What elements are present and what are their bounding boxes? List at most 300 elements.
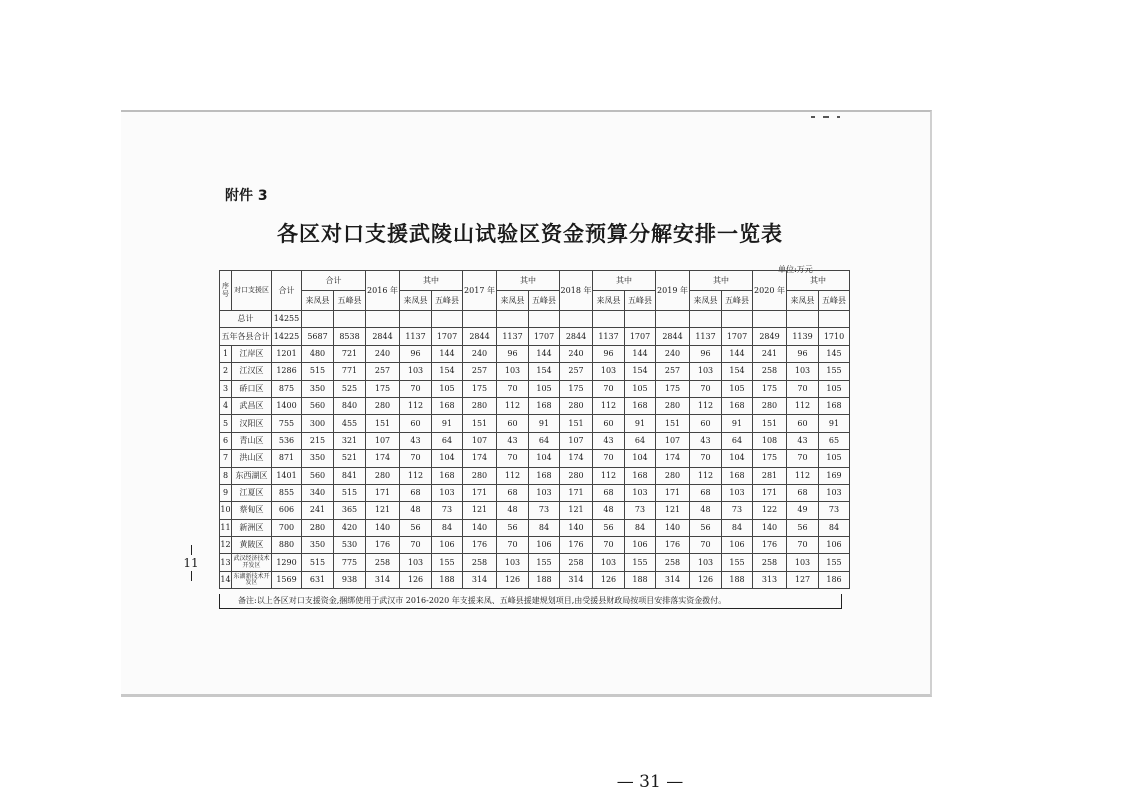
table-cell: 103 [690, 554, 722, 571]
table-cell: 258 [463, 554, 497, 571]
table-cell: 168 [722, 467, 753, 484]
header-year-2016: 2016 年 [366, 271, 400, 311]
table-cell: 104 [529, 450, 560, 467]
table-cell: 174 [463, 450, 497, 467]
table-cell: 175 [753, 380, 787, 397]
unit-label: 单位:万元 [778, 265, 813, 274]
table-cell: 91 [722, 415, 753, 432]
table-cell: 140 [463, 519, 497, 536]
table-cell: 174 [656, 450, 690, 467]
table-cell: 107 [560, 432, 593, 449]
table-row [220, 519, 850, 536]
table-cell: 84 [722, 519, 753, 536]
table-cell: 48 [497, 502, 529, 519]
table-cell: 515 [302, 554, 334, 571]
table-row [220, 432, 850, 449]
table-cell: 103 [432, 484, 463, 501]
table-cell: 257 [560, 363, 593, 380]
table-cell: 126 [690, 571, 722, 588]
table-cell: 84 [819, 519, 850, 536]
budget-table-body [220, 311, 850, 589]
table-note: 备注:以上各区对口支援资金,捆绑使用于武汉市 2016-2020 年支援来凤、五峰县援建规划项目,由受援县财政局按项目安排落实资金拨付。 [219, 594, 842, 609]
row-seq: 11 [220, 519, 232, 536]
table-cell: 112 [497, 397, 529, 414]
row-seq: 14 [220, 571, 232, 588]
table-cell: 112 [593, 467, 625, 484]
table-cell: 68 [593, 484, 625, 501]
table-cell: 103 [787, 363, 819, 380]
table-cell: 938 [334, 571, 366, 588]
page-number: — 31 — [616, 772, 684, 792]
table-cell: 1201 [272, 345, 302, 362]
table-cell: 96 [400, 345, 432, 362]
table-cell: 126 [400, 571, 432, 588]
table-cell: 1400 [272, 397, 302, 414]
budget-table [219, 270, 850, 589]
table-cell: 155 [529, 554, 560, 571]
table-cell: 168 [529, 397, 560, 414]
table-cell: 515 [334, 484, 366, 501]
table-cell: 68 [690, 484, 722, 501]
table-cell: 875 [272, 380, 302, 397]
table-cell: 70 [787, 537, 819, 554]
table-cell: 280 [463, 397, 497, 414]
table-cell: 313 [753, 571, 787, 588]
header-subtotal: 合计 [302, 271, 366, 291]
table-cell: 105 [819, 450, 850, 467]
header-district: 对口支援区 [232, 271, 272, 311]
header-seq: 序号 [220, 271, 232, 311]
table-cell: 1401 [272, 467, 302, 484]
table-cell: 68 [497, 484, 529, 501]
table-cell: 188 [529, 571, 560, 588]
table-cell: 350 [302, 537, 334, 554]
table-row [220, 484, 850, 501]
table-row [220, 415, 850, 432]
grand-total-row [220, 311, 850, 328]
row-district: 武昌区 [232, 397, 272, 414]
row-seq: 2 [220, 363, 232, 380]
table-cell: 64 [722, 432, 753, 449]
table-cell: 840 [334, 397, 366, 414]
table-cell: 2844 [463, 328, 497, 345]
header-of-which: 其中 [400, 271, 463, 291]
table-cell: 144 [722, 345, 753, 362]
table-cell: 257 [656, 363, 690, 380]
table-cell: 70 [400, 380, 432, 397]
table-cell: 755 [272, 415, 302, 432]
table-cell: 103 [787, 554, 819, 571]
header-laifeng: 来凤县 [787, 291, 819, 311]
table-cell: 154 [432, 363, 463, 380]
table-cell: 106 [432, 537, 463, 554]
table-cell: 43 [497, 432, 529, 449]
table-cell: 70 [400, 537, 432, 554]
table-cell: 70 [497, 380, 529, 397]
header-total: 合计 [272, 271, 302, 311]
table-cell: 144 [529, 345, 560, 362]
table-cell: 174 [366, 450, 400, 467]
table-cell: 420 [334, 519, 366, 536]
header-wufeng: 五峰县 [432, 291, 463, 311]
table-cell: 105 [432, 380, 463, 397]
table-cell: 280 [366, 467, 400, 484]
table-cell: 112 [497, 467, 529, 484]
table-cell: 126 [593, 571, 625, 588]
header-year-2018: 2018 年 [560, 271, 593, 311]
table-cell: 73 [722, 502, 753, 519]
grand-total-value: 14255 [272, 311, 302, 328]
table-cell: 1710 [819, 328, 850, 345]
table-cell: 350 [302, 380, 334, 397]
table-cell: 258 [366, 554, 400, 571]
table-cell: 151 [463, 415, 497, 432]
table-cell: 300 [302, 415, 334, 432]
table-cell: 103 [497, 363, 529, 380]
table-cell: 258 [753, 554, 787, 571]
table-cell: 154 [529, 363, 560, 380]
table-cell: 106 [819, 537, 850, 554]
row-seq: 1 [220, 345, 232, 362]
table-cell: 112 [690, 467, 722, 484]
table-cell: 91 [625, 415, 656, 432]
table-cell: 112 [787, 467, 819, 484]
table-cell: 1137 [690, 328, 722, 345]
scan-marks [811, 114, 851, 120]
table-row [220, 467, 850, 484]
document-title: 各区对口支援武陵山试验区资金预算分解安排一览表 [277, 222, 783, 246]
table-cell: 105 [529, 380, 560, 397]
table-cell: 103 [400, 554, 432, 571]
table-cell: 60 [787, 415, 819, 432]
table-cell: 56 [497, 519, 529, 536]
table-cell: 2849 [753, 328, 787, 345]
table-cell: 43 [593, 432, 625, 449]
table-cell: 73 [625, 502, 656, 519]
table-cell: 530 [334, 537, 366, 554]
table-cell: 105 [819, 380, 850, 397]
table-cell: 241 [302, 502, 334, 519]
table-cell: 155 [819, 363, 850, 380]
table-cell: 64 [432, 432, 463, 449]
table-cell: 606 [272, 502, 302, 519]
table-cell: 70 [690, 450, 722, 467]
table-cell: 103 [690, 363, 722, 380]
table-cell: 515 [302, 363, 334, 380]
header-laifeng: 来凤县 [497, 291, 529, 311]
table-cell: 281 [753, 467, 787, 484]
table-cell: 240 [656, 345, 690, 362]
row-seq: 3 [220, 380, 232, 397]
table-cell: 107 [656, 432, 690, 449]
table-cell: 174 [560, 450, 593, 467]
table-cell: 127 [787, 571, 819, 588]
table-cell: 43 [400, 432, 432, 449]
table-cell: 340 [302, 484, 334, 501]
table-cell: 126 [497, 571, 529, 588]
table-cell: 280 [463, 467, 497, 484]
table-cell: 280 [753, 397, 787, 414]
row-seq: 10 [220, 502, 232, 519]
table-cell: 171 [463, 484, 497, 501]
table-cell: 176 [463, 537, 497, 554]
table-cell: 112 [400, 467, 432, 484]
row-district: 黄陂区 [232, 537, 272, 554]
table-cell: 175 [753, 450, 787, 467]
row-seq: 9 [220, 484, 232, 501]
table-cell: 155 [625, 554, 656, 571]
table-cell: 103 [819, 484, 850, 501]
table-row [220, 537, 850, 554]
table-cell: 168 [722, 397, 753, 414]
table-cell: 104 [625, 450, 656, 467]
table-cell: 43 [787, 432, 819, 449]
table-row [220, 554, 850, 571]
table-cell: 631 [302, 571, 334, 588]
table-cell: 151 [560, 415, 593, 432]
table-cell: 536 [272, 432, 302, 449]
table-cell: 121 [560, 502, 593, 519]
table-cell: 96 [497, 345, 529, 362]
table-cell: 73 [529, 502, 560, 519]
table-cell: 70 [593, 537, 625, 554]
header-laifeng: 来凤县 [593, 291, 625, 311]
table-cell: 48 [593, 502, 625, 519]
table-cell: 841 [334, 467, 366, 484]
table-cell: 104 [722, 450, 753, 467]
table-cell: 314 [656, 571, 690, 588]
row-district: 蔡甸区 [232, 502, 272, 519]
header-laifeng: 来凤县 [302, 291, 334, 311]
table-cell: 240 [560, 345, 593, 362]
table-cell: 240 [366, 345, 400, 362]
table-cell: 560 [302, 397, 334, 414]
table-cell: 1290 [272, 554, 302, 571]
table-cell: 5687 [302, 328, 334, 345]
table-cell: 91 [432, 415, 463, 432]
table-cell: 171 [366, 484, 400, 501]
table-cell: 258 [656, 554, 690, 571]
table-cell: 215 [302, 432, 334, 449]
table-cell: 60 [593, 415, 625, 432]
header-laifeng: 来凤县 [690, 291, 722, 311]
table-cell: 60 [400, 415, 432, 432]
table-cell: 871 [272, 450, 302, 467]
table-cell: 175 [656, 380, 690, 397]
table-cell: 140 [560, 519, 593, 536]
table-cell: 56 [787, 519, 819, 536]
table-cell: 91 [819, 415, 850, 432]
table-row [220, 397, 850, 414]
table-cell: 280 [656, 397, 690, 414]
table-cell: 700 [272, 519, 302, 536]
table-cell: 43 [690, 432, 722, 449]
table-cell: 105 [722, 380, 753, 397]
table-cell: 168 [625, 397, 656, 414]
table-cell: 280 [302, 519, 334, 536]
table-cell: 151 [753, 415, 787, 432]
table-cell: 107 [366, 432, 400, 449]
table-cell: 108 [753, 432, 787, 449]
table-cell: 560 [302, 467, 334, 484]
table-row [220, 450, 850, 467]
table-cell: 258 [560, 554, 593, 571]
row-district: 新洲区 [232, 519, 272, 536]
table-cell: 103 [593, 554, 625, 571]
table-cell: 70 [593, 450, 625, 467]
table-cell: 155 [819, 554, 850, 571]
table-cell: 280 [656, 467, 690, 484]
table-cell: 70 [787, 380, 819, 397]
table-cell: 14225 [272, 328, 302, 345]
table-cell: 455 [334, 415, 366, 432]
table-cell: 96 [787, 345, 819, 362]
row-district: 江汉区 [232, 363, 272, 380]
table-cell: 103 [625, 484, 656, 501]
table-cell: 70 [497, 537, 529, 554]
row-seq: 5 [220, 415, 232, 432]
header-wufeng: 五峰县 [819, 291, 850, 311]
table-cell: 48 [400, 502, 432, 519]
header-laifeng: 来凤县 [400, 291, 432, 311]
table-cell: 96 [593, 345, 625, 362]
header-of-which: 其中 [690, 271, 753, 291]
table-cell: 2844 [366, 328, 400, 345]
table-cell: 186 [819, 571, 850, 588]
table-cell: 144 [432, 345, 463, 362]
table-cell: 171 [560, 484, 593, 501]
table-cell: 49 [787, 502, 819, 519]
table-cell: 480 [302, 345, 334, 362]
table-cell: 103 [497, 554, 529, 571]
side-page-number: 11 [176, 545, 206, 590]
row-seq: 6 [220, 432, 232, 449]
row-district: 东西湖区 [232, 467, 272, 484]
table-cell: 145 [819, 345, 850, 362]
table-cell: 241 [753, 345, 787, 362]
table-cell: 70 [593, 380, 625, 397]
row-seq: 7 [220, 450, 232, 467]
table-cell: 168 [625, 467, 656, 484]
table-cell: 1286 [272, 363, 302, 380]
table-cell: 106 [529, 537, 560, 554]
table-cell: 2844 [560, 328, 593, 345]
table-cell: 8538 [334, 328, 366, 345]
table-cell: 2844 [656, 328, 690, 345]
header-year-2019: 2019 年 [656, 271, 690, 311]
table-cell: 151 [366, 415, 400, 432]
row-district: 青山区 [232, 432, 272, 449]
table-cell: 314 [366, 571, 400, 588]
table-cell: 60 [497, 415, 529, 432]
table-cell: 106 [625, 537, 656, 554]
table-cell: 84 [529, 519, 560, 536]
table-cell: 280 [560, 397, 593, 414]
table-cell: 155 [722, 554, 753, 571]
table-cell: 350 [302, 450, 334, 467]
table-cell: 1137 [593, 328, 625, 345]
table-cell: 84 [625, 519, 656, 536]
row-district: 江夏区 [232, 484, 272, 501]
table-cell: 112 [787, 397, 819, 414]
table-cell: 140 [656, 519, 690, 536]
table-cell: 48 [690, 502, 722, 519]
table-cell: 121 [366, 502, 400, 519]
table-cell: 56 [400, 519, 432, 536]
table-cell: 258 [753, 363, 787, 380]
table-cell: 1137 [400, 328, 432, 345]
table-cell: 168 [432, 467, 463, 484]
header-wufeng: 五峰县 [529, 291, 560, 311]
header-of-which: 其中 [787, 271, 850, 291]
table-cell: 154 [625, 363, 656, 380]
table-cell: 103 [529, 484, 560, 501]
five-year-total-label: 五年各县合计 [220, 328, 272, 345]
table-cell: 1139 [787, 328, 819, 345]
table-cell: 721 [334, 345, 366, 362]
table-cell: 525 [334, 380, 366, 397]
row-district: 武汉经济技术开发区 [232, 554, 272, 571]
header-year-2020: 2020 年 [753, 271, 787, 311]
table-cell: 176 [560, 537, 593, 554]
row-seq: 4 [220, 397, 232, 414]
grand-total-label: 总计 [220, 311, 272, 328]
table-cell: 121 [463, 502, 497, 519]
table-cell: 140 [753, 519, 787, 536]
table-cell: 144 [625, 345, 656, 362]
table-cell: 168 [529, 467, 560, 484]
table-cell: 240 [463, 345, 497, 362]
table-cell: 280 [560, 467, 593, 484]
table-cell: 257 [463, 363, 497, 380]
table-cell: 104 [432, 450, 463, 467]
table-cell: 96 [690, 345, 722, 362]
table-cell: 188 [625, 571, 656, 588]
row-district: 江岸区 [232, 345, 272, 362]
table-row [220, 380, 850, 397]
header-wufeng: 五峰县 [334, 291, 366, 311]
table-cell: 60 [690, 415, 722, 432]
row-district: 汉阳区 [232, 415, 272, 432]
table-cell: 188 [722, 571, 753, 588]
table-cell: 103 [400, 363, 432, 380]
table-cell: 188 [432, 571, 463, 588]
table-cell: 1707 [625, 328, 656, 345]
table-cell: 70 [690, 537, 722, 554]
table-cell: 280 [366, 397, 400, 414]
header-year-2017: 2017 年 [463, 271, 497, 311]
table-cell: 1707 [529, 328, 560, 345]
table-cell: 64 [529, 432, 560, 449]
table-cell: 107 [463, 432, 497, 449]
row-district: 硚口区 [232, 380, 272, 397]
table-cell: 112 [690, 397, 722, 414]
table-cell: 140 [366, 519, 400, 536]
table-cell: 103 [722, 484, 753, 501]
table-cell: 314 [560, 571, 593, 588]
table-cell: 176 [656, 537, 690, 554]
table-cell: 154 [722, 363, 753, 380]
table-cell: 73 [819, 502, 850, 519]
row-seq: 12 [220, 537, 232, 554]
row-seq: 13 [220, 554, 232, 571]
table-cell: 314 [463, 571, 497, 588]
table-cell: 171 [753, 484, 787, 501]
table-cell: 56 [593, 519, 625, 536]
table-cell: 855 [272, 484, 302, 501]
table-cell: 171 [656, 484, 690, 501]
table-cell: 521 [334, 450, 366, 467]
